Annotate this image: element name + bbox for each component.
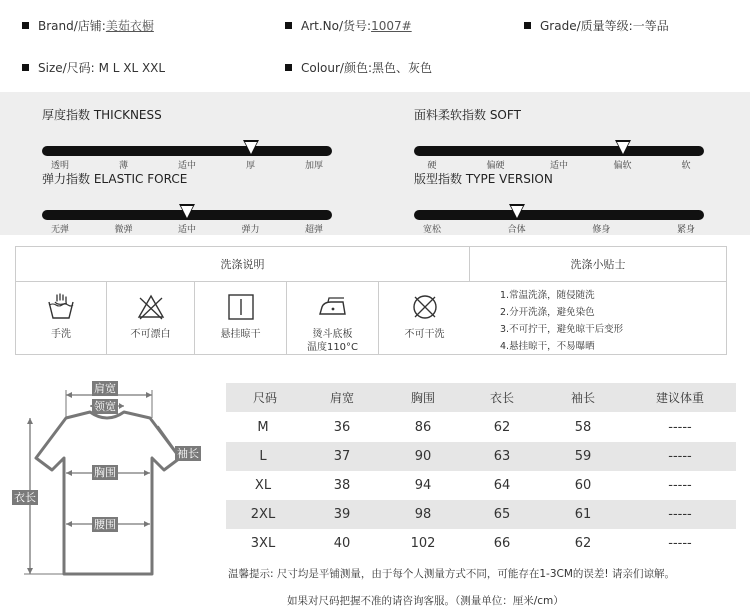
gauge-tick-label: 修身 [592,225,611,235]
wash-header: 洗涤说明 [16,247,470,282]
grade-value: 一等品 [632,19,669,33]
table-row [226,529,736,558]
table-row [226,413,736,442]
sleeve-cell: 62 [574,536,592,551]
header-shoulder: 肩宽 [329,391,355,405]
hang-dry-icon [226,292,256,322]
table-row [226,442,736,471]
chest-cell: 102 [410,536,436,551]
wash-item-no-bleach [107,282,195,354]
gauge-pointer-inner [511,206,523,218]
shoulder-cell: 40 [333,536,351,551]
size-cell: 2XL [250,507,276,522]
gauge-title: 厚度指数 THICKNESS [42,108,162,122]
colour-label: Colour/颜色: [301,61,373,75]
bullet-square-icon [22,64,29,71]
iron-label-line1: 烫斗底板 [312,329,353,340]
length-label: 衣长 [14,491,36,504]
shoulder-cell: 38 [333,478,351,493]
length-cell: 66 [493,536,511,551]
gauge-tick-label: 微弹 [114,225,133,235]
size-table-header [226,383,736,412]
wash-item-label [287,328,378,354]
fit-gauge [414,170,704,235]
gauge-tick-label: 硬 [427,161,437,171]
wash-tip: 1.常温洗涤，随侵随洗 [500,290,595,301]
gauge-tick-label: 适中 [177,225,197,235]
wash-item-hang-dry [195,282,287,354]
header-chest: 胸围 [410,391,436,405]
gauge-tick-label: 适中 [177,161,197,171]
colour-value: 黑色、灰色 [372,61,433,75]
gauge-tick-label: 宽松 [422,225,442,235]
length-cell: 63 [493,449,511,464]
chest-cell: 94 [414,478,432,493]
wash-item-label: 不可干洗 [404,329,445,340]
wash-item-no-dry-clean [379,282,470,354]
gauge-bar [42,146,332,156]
size-info [22,59,165,76]
wash-item-label: 悬挂晾干 [220,329,261,340]
sleeve-cell: 59 [574,449,592,464]
weight-cell: ----- [668,536,692,551]
shoulder-cell: 37 [333,449,351,464]
grade-label: Grade/质量等级: [540,19,633,33]
artno-info [285,17,412,34]
wash-item-iron [287,282,379,354]
gauge-tick-label: 透明 [50,161,70,171]
waist-label: 腰围 [94,518,116,531]
header-length: 衣长 [489,391,515,405]
weight-cell: ----- [668,420,692,435]
collar-label: 领宽 [94,400,116,413]
shoulder-label: 肩宽 [94,382,116,395]
header-size: 尺码 [252,391,278,405]
no-bleach-icon [136,292,166,322]
brand-label: Brand/店铺: [38,19,106,33]
weight-cell: ----- [668,449,692,464]
bullet-square-icon [285,64,292,71]
gauge-labels [42,158,332,170]
colour-info [285,59,432,76]
brand-info [22,17,154,34]
gauge-tick-label: 薄 [118,161,129,171]
bullet-square-icon [22,22,29,29]
elasticity-gauge [42,170,332,235]
thickness-gauge [42,106,332,171]
wash-item-label: 不可漂白 [130,329,171,340]
size-cell: 3XL [250,536,276,551]
wash-item-hand-wash [16,282,107,354]
shoulder-cell: 36 [333,420,351,435]
wash-tip: 2.分开洗涤，避免染色 [500,307,595,318]
artno-label: Art.No/货号: [301,19,372,33]
fabric-index-panel [0,92,750,235]
wash-instructions-table [15,246,727,355]
gauge-tick-label: 偏硬 [486,161,505,171]
shoulder-cell: 39 [333,507,351,522]
gauge-tick-label: 超弹 [304,225,324,235]
chest-cell: 86 [414,420,432,435]
gauge-pointer-inner [617,142,629,154]
gauge-tick-label: 紧身 [676,225,696,235]
wash-tips-header: 洗涤小贴士 [470,247,726,282]
iron-icon [318,292,348,322]
softness-gauge [414,106,704,171]
sleeve-cell: 60 [574,478,592,493]
gauge-title: 面料柔软指数 SOFT [414,108,521,122]
gauge-tick-label: 弹力 [241,225,260,235]
wash-tip: 4.悬挂晾干，不易曝晒 [500,341,595,352]
gauge-title: 弹力指数 ELASTIC FORCE [42,172,188,186]
wash-tip: 3.不可拧干，避免晾干后变形 [500,324,624,335]
sleeve-cell: 58 [574,420,592,435]
iron-label-line2: 温度110°C [306,342,359,353]
size-cell: XL [254,478,272,493]
weight-cell: ----- [668,478,692,493]
garment-measurement-diagram [12,378,212,598]
sleeve-cell: 61 [574,507,592,522]
artno-value: 1007# [371,18,412,33]
length-cell: 62 [493,420,511,435]
gauge-pointer-inner [245,142,257,154]
gauge-pointer-inner [181,206,193,218]
chest-cell: 98 [414,507,432,522]
no-dry-clean-icon [410,292,440,322]
length-cell: 65 [493,507,511,522]
gauge-tick-label: 合体 [507,225,526,235]
info-row-2 [0,59,750,79]
sleeve-label: 袖长 [177,447,199,460]
wash-item-label: 手洗 [51,329,71,340]
gauge-tick-label: 加厚 [304,161,324,171]
gauge-tick-label: 适中 [549,161,569,171]
header-sleeve: 袖长 [570,391,596,405]
table-row [226,471,736,500]
gauge-labels [414,158,704,170]
size-cell: M [257,420,269,435]
gauge-labels [414,222,704,234]
info-row-1 [0,17,750,37]
gauge-bar [414,146,704,156]
size-value: M L XL XXL [98,60,166,75]
gauge-tick-label: 软 [681,161,691,171]
measurement-note: 温馨提示: 尺寸均是平铺测量，由于每个人测量方式不同，可能存在1-3CM的误差! 请亲们谅解。 [228,568,675,580]
length-cell: 64 [493,478,511,493]
hand-wash-icon [46,292,76,322]
chest-cell: 90 [414,449,432,464]
bullet-square-icon [524,22,531,29]
wash-tips-list [500,287,720,355]
weight-cell: ----- [668,507,692,522]
consult-note: 如果对尺码把握不准的请咨询客服。（测量单位：厘米/cm） [287,595,564,607]
gauge-tick-label: 无弹 [50,225,70,235]
header-weight: 建议体重 [655,391,705,405]
table-row [226,500,736,529]
chest-label: 胸围 [94,466,116,479]
grade-info [524,17,669,34]
gauge-tick-label: 厚 [245,161,256,171]
gauge-labels [42,222,332,234]
size-cell: L [259,449,267,464]
size-label: Size/尺码: [38,61,95,75]
brand-value: 美茹衣橱 [105,19,154,33]
gauge-title: 版型指数 TYPE VERSION [414,172,553,186]
gauge-tick-label: 偏软 [613,161,632,171]
bullet-square-icon [285,22,292,29]
gauge-bar [414,210,704,220]
